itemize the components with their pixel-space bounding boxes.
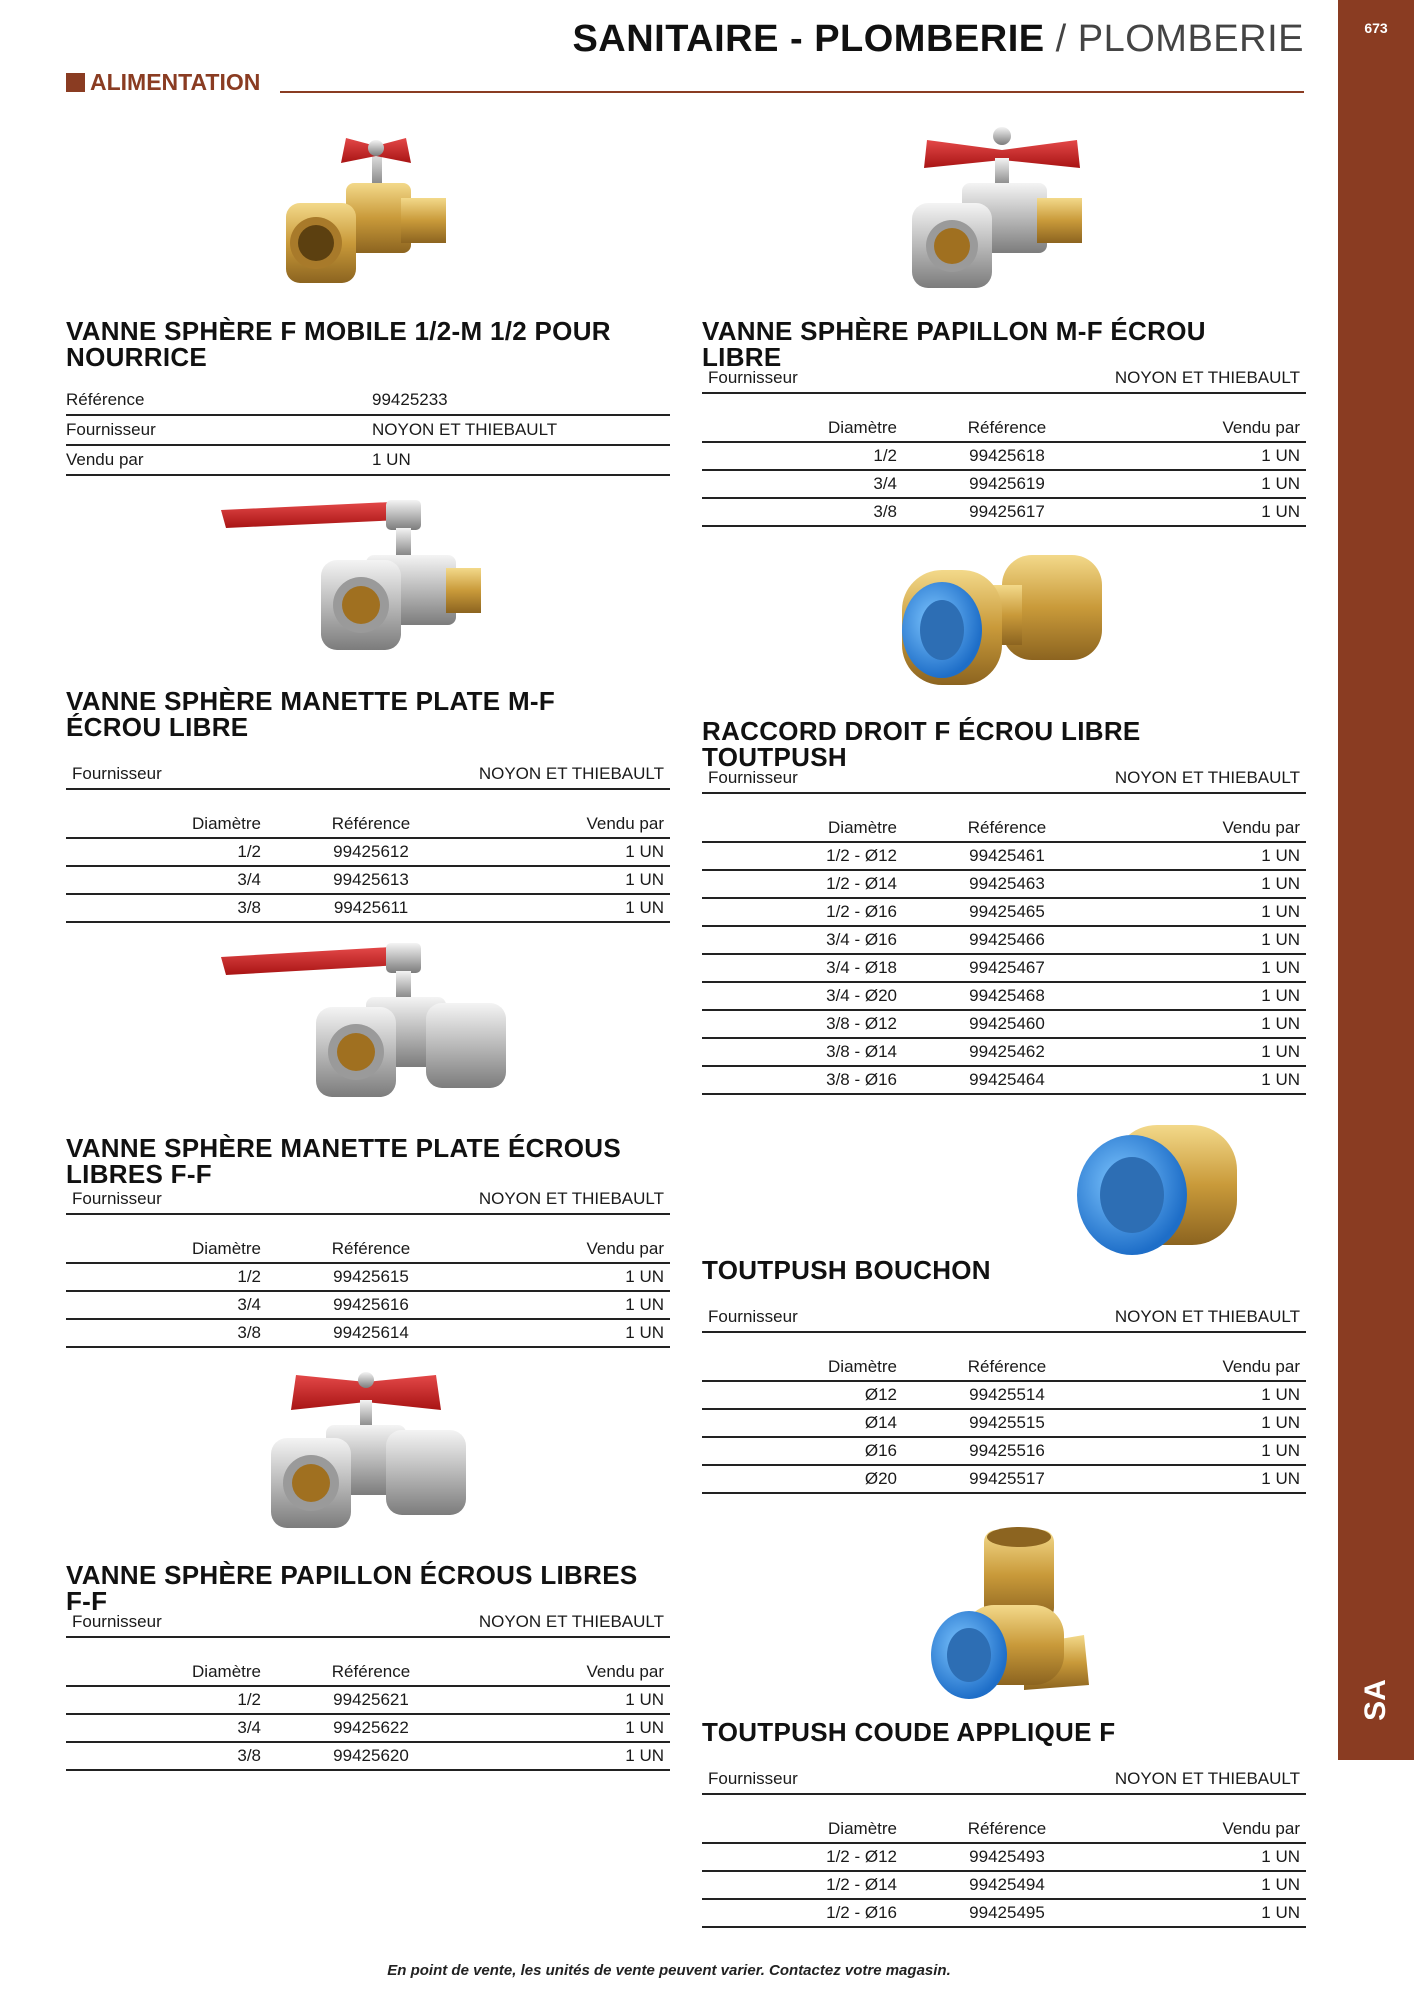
supplier-label: Fournisseur xyxy=(708,1769,798,1788)
cell-reference: 99425615 xyxy=(261,1263,481,1291)
cell-reference: 99425611 xyxy=(261,894,481,922)
cell-reference: 99425620 xyxy=(261,1742,481,1770)
table-row xyxy=(702,1465,1306,1493)
cell-reference: 99425460 xyxy=(897,1010,1117,1038)
table-row xyxy=(702,926,1306,954)
col-header-diametre: Diamètre xyxy=(66,1231,261,1263)
product-title: VANNE SPHÈRE MANETTE PLATE M-F ÉCROU LIBRE xyxy=(66,686,556,742)
supplier-value: NOYON ET THIEBAULT xyxy=(478,1189,664,1208)
spec-label: Fournisseur xyxy=(66,415,372,445)
col-header-vendu-par: Vendu par xyxy=(1117,810,1306,842)
table-row xyxy=(66,445,670,475)
col-header-reference: Référence xyxy=(897,410,1117,442)
cell-vendu-par: 1 UN xyxy=(1117,926,1306,954)
variant-table xyxy=(702,1811,1306,1928)
col-header-vendu-par: Vendu par xyxy=(1117,1811,1306,1843)
supplier-row xyxy=(66,1610,670,1638)
supplier-row xyxy=(702,1305,1306,1333)
cell-vendu-par: 1 UN xyxy=(481,866,670,894)
col-header-reference: Référence xyxy=(897,1811,1117,1843)
col-header-reference: Référence xyxy=(897,1349,1117,1381)
cell-reference: 99425462 xyxy=(897,1038,1117,1066)
col-header-reference: Référence xyxy=(261,1231,481,1263)
cell-vendu-par: 1 UN xyxy=(481,1714,670,1742)
cell-vendu-par: 1 UN xyxy=(1117,898,1306,926)
cell-reference: 99425494 xyxy=(897,1871,1117,1899)
supplier-row xyxy=(702,766,1306,794)
table-row xyxy=(702,1010,1306,1038)
cell-vendu-par: 1 UN xyxy=(1117,498,1306,526)
table-header-row xyxy=(702,1811,1306,1843)
page-title xyxy=(572,18,1304,61)
spec-value: NOYON ET THIEBAULT xyxy=(372,415,670,445)
cell-diametre: 3/8 xyxy=(66,1319,261,1347)
supplier-value: NOYON ET THIEBAULT xyxy=(1114,1769,1300,1788)
cell-reference: 99425461 xyxy=(897,842,1117,870)
table-header-row xyxy=(702,1349,1306,1381)
cell-diametre: 1/2 - Ø14 xyxy=(702,1871,897,1899)
cell-reference: 99425616 xyxy=(261,1291,481,1319)
cell-diametre: 1/2 - Ø16 xyxy=(702,898,897,926)
cell-diametre: 3/4 xyxy=(66,1714,261,1742)
cell-diametre: Ø12 xyxy=(702,1381,897,1409)
cell-reference: 99425618 xyxy=(897,442,1117,470)
cell-reference: 99425463 xyxy=(897,870,1117,898)
table-row xyxy=(66,1263,670,1291)
cell-reference: 99425464 xyxy=(897,1066,1117,1094)
variant-table xyxy=(702,810,1306,1095)
col-header-reference: Référence xyxy=(261,806,481,838)
cell-reference: 99425465 xyxy=(897,898,1117,926)
supplier-label: Fournisseur xyxy=(72,1189,162,1208)
cell-vendu-par: 1 UN xyxy=(481,1686,670,1714)
cell-reference: 99425621 xyxy=(261,1686,481,1714)
footer-note: En point de vente, les unités de vente peuvent varier. Contactez votre magasin. xyxy=(387,1962,951,1979)
table-header-row xyxy=(702,810,1306,842)
cell-vendu-par: 1 UN xyxy=(1117,470,1306,498)
supplier-value: NOYON ET THIEBAULT xyxy=(478,1612,664,1631)
spec-table xyxy=(66,386,670,476)
cell-diametre: 3/4 - Ø18 xyxy=(702,954,897,982)
table-row xyxy=(702,1871,1306,1899)
cell-vendu-par: 1 UN xyxy=(1117,442,1306,470)
cell-diametre: 3/4 - Ø16 xyxy=(702,926,897,954)
spec-label: Vendu par xyxy=(66,445,372,475)
cell-diametre: 1/2 xyxy=(702,442,897,470)
cell-vendu-par: 1 UN xyxy=(481,838,670,866)
cell-diametre: Ø16 xyxy=(702,1437,897,1465)
cell-vendu-par: 1 UN xyxy=(481,1291,670,1319)
supplier-label: Fournisseur xyxy=(708,368,798,387)
chapter-tab-label: SA xyxy=(1359,1679,1392,1721)
cell-diametre: 3/8 xyxy=(66,894,261,922)
product-title: VANNE SPHÈRE F MOBILE 1/2-M 1/2 POUR NOURRICE xyxy=(66,316,611,372)
cell-diametre: 3/8 xyxy=(66,1742,261,1770)
supplier-label: Fournisseur xyxy=(708,768,798,787)
product-title: VANNE SPHÈRE PAPILLON M-F ÉCROU LIBRE xyxy=(702,316,1206,372)
page-number: 673 xyxy=(1364,20,1388,36)
product-title: TOUTPUSH COUDE APPLIQUE F xyxy=(702,1717,1116,1747)
table-row xyxy=(66,1714,670,1742)
ball-valve-butterfly-ff-image xyxy=(266,1360,476,1540)
col-header-diametre: Diamètre xyxy=(702,1349,897,1381)
cell-diametre: 1/2 xyxy=(66,1686,261,1714)
cell-reference: 99425516 xyxy=(897,1437,1117,1465)
table-row xyxy=(702,954,1306,982)
table-row xyxy=(702,982,1306,1010)
section-marker-icon xyxy=(66,73,85,92)
col-header-vendu-par: Vendu par xyxy=(1117,1349,1306,1381)
table-row xyxy=(66,415,670,445)
cell-reference: 99425619 xyxy=(897,470,1117,498)
cell-vendu-par: 1 UN xyxy=(481,1263,670,1291)
cell-diametre: 3/8 - Ø14 xyxy=(702,1038,897,1066)
cell-vendu-par: 1 UN xyxy=(1117,1066,1306,1094)
supplier-row xyxy=(66,762,670,790)
cell-vendu-par: 1 UN xyxy=(1117,954,1306,982)
spec-value: 99425233 xyxy=(372,386,670,415)
cell-vendu-par: 1 UN xyxy=(1117,1038,1306,1066)
cell-vendu-par: 1 UN xyxy=(1117,1465,1306,1493)
cell-vendu-par: 1 UN xyxy=(1117,1010,1306,1038)
cell-diametre: 3/8 - Ø16 xyxy=(702,1066,897,1094)
page-title-main: SANITAIRE - PLOMBERIE xyxy=(572,18,1045,60)
cell-reference: 99425517 xyxy=(897,1465,1117,1493)
table-row xyxy=(66,1742,670,1770)
cell-diametre: 3/8 xyxy=(702,498,897,526)
spec-value: 1 UN xyxy=(372,445,670,475)
cell-diametre: 1/2 - Ø16 xyxy=(702,1899,897,1927)
table-row xyxy=(702,1843,1306,1871)
cell-vendu-par: 1 UN xyxy=(1117,982,1306,1010)
cell-reference: 99425515 xyxy=(897,1409,1117,1437)
cell-vendu-par: 1 UN xyxy=(1117,870,1306,898)
col-header-diametre: Diamètre xyxy=(702,410,897,442)
supplier-label: Fournisseur xyxy=(72,1612,162,1631)
table-header-row xyxy=(66,1231,670,1263)
push-fit-stop-end-image xyxy=(1072,1115,1242,1265)
table-row xyxy=(702,442,1306,470)
table-row xyxy=(702,1437,1306,1465)
col-header-diametre: Diamètre xyxy=(702,1811,897,1843)
push-fit-straight-coupling-image xyxy=(892,540,1112,700)
cell-diametre: 1/2 - Ø12 xyxy=(702,842,897,870)
cell-vendu-par: 1 UN xyxy=(1117,1871,1306,1899)
cell-reference: 99425468 xyxy=(897,982,1117,1010)
cell-diametre: 1/2 xyxy=(66,838,261,866)
col-header-reference: Référence xyxy=(897,810,1117,842)
cell-diametre: Ø14 xyxy=(702,1409,897,1437)
cell-vendu-par: 1 UN xyxy=(481,1319,670,1347)
table-header-row xyxy=(702,410,1306,442)
table-row xyxy=(702,498,1306,526)
chapter-tab xyxy=(1338,1660,1414,1740)
table-row xyxy=(702,1066,1306,1094)
supplier-label: Fournisseur xyxy=(72,764,162,783)
table-row xyxy=(702,842,1306,870)
page-title-sub: / PLOMBERIE xyxy=(1055,18,1304,60)
col-header-vendu-par: Vendu par xyxy=(481,806,670,838)
section-rule xyxy=(280,91,1304,93)
chapter-sidebar xyxy=(1338,0,1414,1760)
table-row xyxy=(66,1686,670,1714)
supplier-row xyxy=(702,366,1306,394)
cell-diametre: 1/2 xyxy=(66,1263,261,1291)
table-row xyxy=(66,1291,670,1319)
variant-table xyxy=(66,1231,670,1348)
push-fit-wall-elbow-image xyxy=(924,1525,1104,1705)
supplier-value: NOYON ET THIEBAULT xyxy=(1114,1307,1300,1326)
product-title: VANNE SPHÈRE PAPILLON ÉCROUS LIBRES F-F xyxy=(66,1560,638,1616)
col-header-vendu-par: Vendu par xyxy=(481,1654,670,1686)
supplier-value: NOYON ET THIEBAULT xyxy=(478,764,664,783)
col-header-diametre: Diamètre xyxy=(702,810,897,842)
supplier-label: Fournisseur xyxy=(708,1307,798,1326)
cell-reference: 99425617 xyxy=(897,498,1117,526)
col-header-diametre: Diamètre xyxy=(66,806,261,838)
cell-vendu-par: 1 UN xyxy=(1117,842,1306,870)
table-row xyxy=(702,1381,1306,1409)
supplier-value: NOYON ET THIEBAULT xyxy=(1114,768,1300,787)
table-row xyxy=(66,866,670,894)
cell-reference: 99425612 xyxy=(261,838,481,866)
cell-diametre: 1/2 - Ø12 xyxy=(702,1843,897,1871)
cell-vendu-par: 1 UN xyxy=(1117,1409,1306,1437)
col-header-reference: Référence xyxy=(261,1654,481,1686)
supplier-row xyxy=(702,1767,1306,1795)
cell-reference: 99425614 xyxy=(261,1319,481,1347)
cell-vendu-par: 1 UN xyxy=(481,894,670,922)
ball-valve-lever-chrome-image xyxy=(216,490,516,660)
cell-reference: 99425466 xyxy=(897,926,1117,954)
cell-diametre: 3/4 - Ø20 xyxy=(702,982,897,1010)
variant-table xyxy=(66,1654,670,1771)
cell-diametre: 3/4 xyxy=(66,866,261,894)
supplier-value: NOYON ET THIEBAULT xyxy=(1114,368,1300,387)
ball-valve-butterfly-mf-image xyxy=(902,118,1102,298)
table-row xyxy=(66,894,670,922)
table-row xyxy=(66,1319,670,1347)
variant-table xyxy=(702,1349,1306,1494)
table-row xyxy=(66,838,670,866)
ball-valve-lever-ff-image xyxy=(216,935,526,1105)
col-header-diametre: Diamètre xyxy=(66,1654,261,1686)
cell-vendu-par: 1 UN xyxy=(481,1742,670,1770)
cell-diametre: 3/4 xyxy=(702,470,897,498)
table-row xyxy=(702,1409,1306,1437)
cell-reference: 99425495 xyxy=(897,1899,1117,1927)
cell-vendu-par: 1 UN xyxy=(1117,1381,1306,1409)
cell-diametre: 3/8 - Ø12 xyxy=(702,1010,897,1038)
product-title: TOUTPUSH BOUCHON xyxy=(702,1255,991,1285)
cell-reference: 99425493 xyxy=(897,1843,1117,1871)
cell-diametre: 1/2 - Ø14 xyxy=(702,870,897,898)
cell-vendu-par: 1 UN xyxy=(1117,1437,1306,1465)
table-header-row xyxy=(66,806,670,838)
table-row xyxy=(702,870,1306,898)
section-header xyxy=(66,66,1304,94)
cell-reference: 99425622 xyxy=(261,1714,481,1742)
table-header-row xyxy=(66,1654,670,1686)
col-header-vendu-par: Vendu par xyxy=(1117,410,1306,442)
variant-table xyxy=(702,410,1306,527)
table-row xyxy=(702,1038,1306,1066)
spec-label: Référence xyxy=(66,386,372,415)
variant-table xyxy=(66,806,670,923)
col-header-vendu-par: Vendu par xyxy=(481,1231,670,1263)
cell-reference: 99425467 xyxy=(897,954,1117,982)
cell-reference: 99425514 xyxy=(897,1381,1117,1409)
cell-vendu-par: 1 UN xyxy=(1117,1843,1306,1871)
cell-vendu-par: 1 UN xyxy=(1117,1899,1306,1927)
product-title: RACCORD DROIT F ÉCROU LIBRE TOUTPUSH xyxy=(702,716,1141,772)
cell-diametre: Ø20 xyxy=(702,1465,897,1493)
product-title: VANNE SPHÈRE MANETTE PLATE ÉCROUS LIBRES F-F xyxy=(66,1133,621,1189)
table-row xyxy=(66,386,670,415)
table-row xyxy=(702,898,1306,926)
cell-reference: 99425613 xyxy=(261,866,481,894)
cell-diametre: 3/4 xyxy=(66,1291,261,1319)
supplier-row xyxy=(66,1187,670,1215)
table-row xyxy=(702,1899,1306,1927)
table-row xyxy=(702,470,1306,498)
ball-valve-butterfly-brass-image xyxy=(276,118,476,296)
section-label: ALIMENTATION xyxy=(90,69,261,95)
